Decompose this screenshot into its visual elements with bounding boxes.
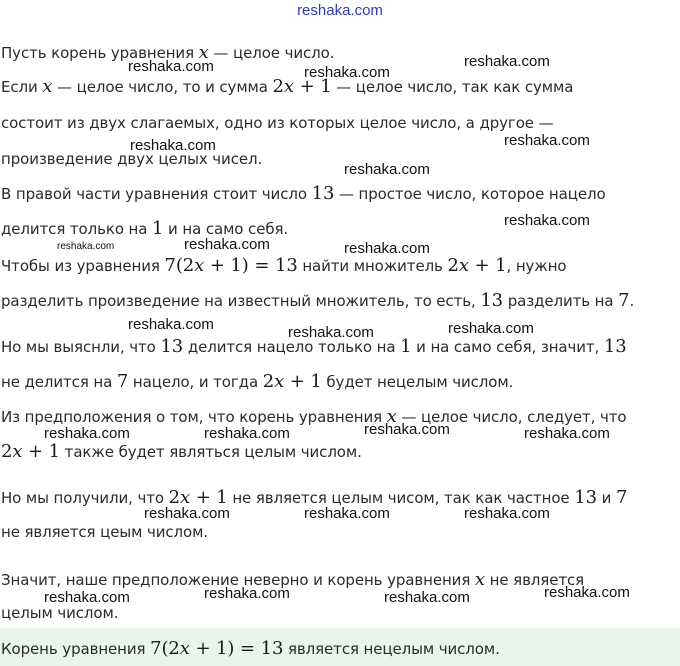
text-line (1, 569, 584, 590)
math-var: x (474, 569, 485, 590)
math-number: 7 (116, 371, 129, 392)
text-segment: — целое число, то и сумма (52, 78, 273, 96)
watermark: reshaka.com (364, 421, 450, 438)
math-number: 13 (480, 290, 504, 311)
text-line (1, 371, 513, 392)
math-number: 13 (311, 183, 335, 204)
text-segment: делится только на (1, 220, 153, 238)
text-segment: — целое число, так как сумма (331, 78, 574, 96)
text-segment: не делится на (1, 373, 117, 391)
text-line (1, 290, 634, 311)
watermark: reshaka.com (464, 505, 550, 522)
text-segment: будет нецелым числом. (321, 373, 514, 391)
math-number: 1 (152, 218, 164, 239)
watermark: reshaka.com (144, 505, 230, 522)
text-segment: состоит из двух слагаемых, одно из которых целое число, а другое — (1, 114, 554, 132)
math-number: 13 (160, 336, 184, 357)
watermark: reshaka.com (524, 425, 610, 442)
text-segment: и на само себя, значит, (411, 338, 604, 356)
math-var: x (198, 42, 209, 63)
watermark: reshaka.com (184, 236, 270, 253)
answer-line (1, 638, 500, 659)
text-segment: не является целым чисом, так как частное (227, 489, 575, 507)
watermark: reshaka.com (504, 132, 590, 149)
site-header[interactable]: reshaka.com (297, 2, 383, 19)
text-segment: не является цеым числом. (1, 523, 208, 541)
text-line (1, 76, 573, 97)
watermark: reshaka.com (44, 589, 130, 606)
watermark: reshaka.com (304, 505, 390, 522)
watermark: reshaka.com (304, 64, 390, 81)
watermark: reshaka.com (448, 320, 534, 337)
text-segment: Пусть корень уравнения (1, 44, 199, 62)
watermark: reshaka.com (344, 161, 430, 178)
text-segment: Значит, наше предположение неверно и корень уравнения (1, 571, 475, 589)
text-segment: разделить на (503, 292, 619, 310)
watermark: reshaka.com (57, 241, 115, 252)
watermark: reshaka.com (384, 589, 470, 606)
math-equation: 7(2x + 1) = 13 (164, 255, 298, 276)
text-segment: нацело, и тогда (128, 373, 263, 391)
text-segment: делится нацело только на (183, 338, 401, 356)
text-line (1, 441, 362, 462)
math-number: 7 (615, 487, 628, 508)
watermark: reshaka.com (128, 58, 214, 75)
text-segment: Но мы выяснли, что (1, 338, 161, 356)
watermark: reshaka.com (204, 425, 290, 442)
watermark: reshaka.com (130, 137, 216, 154)
text-segment: Если (1, 78, 43, 96)
text-segment: и на само себя. (163, 220, 289, 238)
text-segment: произведение двух целых чисел. (1, 150, 263, 168)
watermark: reshaka.com (504, 212, 590, 229)
watermark: reshaka.com (44, 425, 130, 442)
math-number: 13 (574, 487, 597, 508)
text-segment: Но мы получили, что (1, 489, 169, 507)
math-equation: 7(2x + 1) = 13 (150, 638, 284, 659)
math-expression: 2x + 1 (1, 441, 61, 462)
watermark: reshaka.com (464, 53, 550, 70)
math-number: 7 (618, 290, 630, 311)
text-segment: В правой части уравнения стоит число (1, 185, 312, 203)
text-segment: также будет являться целым числом. (60, 443, 362, 461)
text-line (1, 183, 606, 204)
watermark: reshaka.com (544, 584, 630, 601)
text-line (1, 523, 208, 541)
text-line (1, 406, 626, 427)
text-segment: — целое число. (208, 44, 335, 62)
text-segment: Чтобы из уравнения (1, 257, 165, 275)
text-segment: Корень уравнения (1, 640, 151, 658)
text-line (1, 604, 118, 622)
watermark: reshaka.com (344, 240, 430, 257)
watermark: reshaka.com (128, 316, 214, 333)
text-segment: и (596, 489, 616, 507)
text-segment: . (629, 292, 635, 310)
text-segment: Из предположения о том, что корень уравнения (1, 408, 387, 426)
text-segment: является нецелым числом. (283, 640, 500, 658)
math-expression: 2x + 1 (272, 76, 332, 97)
text-segment: целым числом. (1, 604, 119, 622)
text-segment: не является (484, 571, 585, 589)
math-var: x (386, 406, 397, 427)
text-segment: , нужно (506, 257, 567, 275)
math-number: 1 (400, 336, 412, 357)
math-expression: 2x + 1 (262, 371, 322, 392)
math-expression: 2x + 1 (447, 255, 507, 276)
answer-box (0, 628, 680, 666)
text-line (1, 255, 567, 276)
math-number: 13 (603, 336, 627, 357)
math-expression: 2x + 1 (168, 487, 228, 508)
text-segment: — простое число, которое нацело (334, 185, 606, 203)
watermark: reshaka.com (204, 585, 290, 602)
text-segment: найти множитель (297, 257, 448, 275)
text-segment: разделить произведение на известный множитель, то есть, (1, 292, 481, 310)
text-segment: — целое число, следует, что (396, 408, 627, 426)
watermark: reshaka.com (288, 324, 374, 341)
math-var: x (42, 76, 53, 97)
text-line (1, 114, 553, 132)
